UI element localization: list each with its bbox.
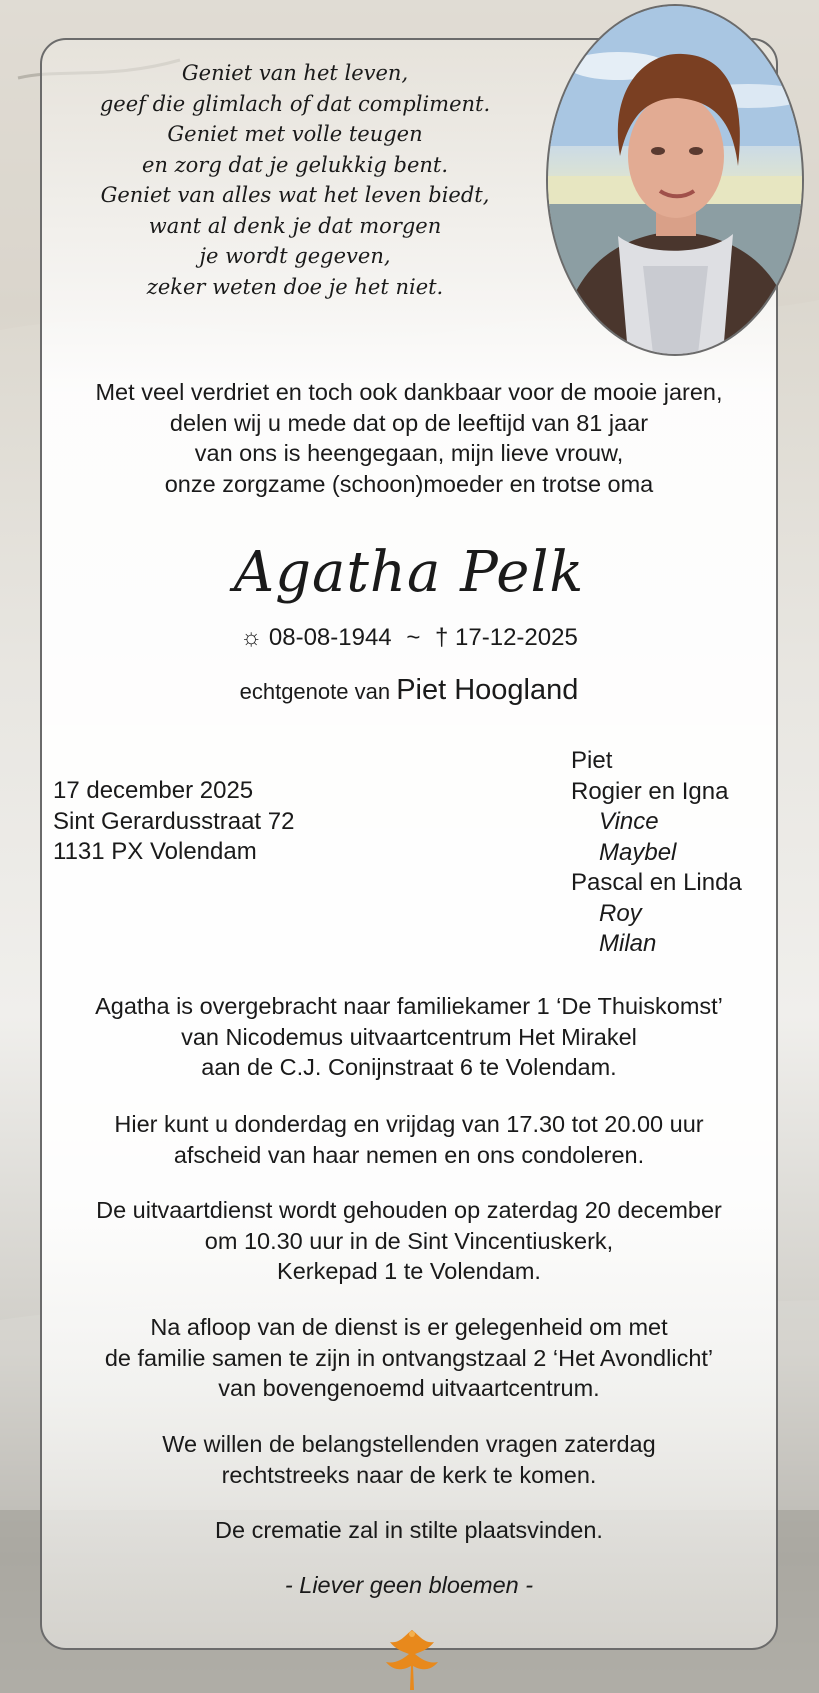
spouse-line [40, 672, 778, 710]
poem-line: geef die glimlach of dat compliment. [99, 91, 491, 116]
death-date: 17-12-2025 [455, 624, 578, 651]
family-list [571, 746, 742, 960]
poem-line: je wordt gegeven, [199, 244, 391, 268]
correspondence-address [53, 776, 294, 868]
spouse-prefix: echtgenote van [239, 679, 391, 704]
intro-line: van ons is heengegaan, mijn lieve vrouw, [194, 440, 624, 466]
birth-date: 08-08-1944 [268, 624, 392, 651]
paragraph-line: Kerkepad 1 te Volendam. [277, 1258, 541, 1284]
paragraph-cremation [40, 1515, 778, 1546]
family-member: Pascal en Linda [571, 869, 742, 896]
paragraph-line: rechtstreeks naar de kerk te komen. [221, 1461, 597, 1488]
paragraph-line: om 10.30 uur in de Sint Vincentiuskerk, [204, 1227, 614, 1254]
paragraph-line: De uitvaartdienst wordt gehouden op zaterdag 20 december [96, 1197, 722, 1223]
poem-line: Geniet van het leven, [181, 61, 409, 85]
intro-line: Met veel verdriet en toch ook dankbaar voor de mooie jaren, [95, 379, 723, 405]
sun-icon: ☼ [240, 624, 263, 651]
address-city: 1131 PX Volendam [53, 838, 257, 865]
poem-line: zeker weten doe je het niet. [146, 274, 444, 299]
paragraph-line: Agatha is overgebracht naar familiekamer 1 ‘De Thuiskomst’ [95, 993, 723, 1019]
poem-line: want al denk je dat morgen [148, 213, 442, 238]
family-grandchild: Milan [599, 930, 657, 957]
address-date: 17 december 2025 [53, 777, 254, 804]
paragraph-line: afscheid van haar nemen en ons condoleren. [173, 1141, 645, 1168]
paragraph-line: de familie samen te zijn in ontvangstzaal 2 ‘Het Avondlicht’ [104, 1344, 714, 1371]
paragraph-reception [40, 1312, 778, 1404]
paragraph-visiting-hours [40, 1109, 778, 1170]
cross-icon: † [435, 624, 449, 651]
spouse-name: Piet Hoogland [396, 674, 579, 706]
poem-line: Geniet van alles wat het leven biedt, [100, 183, 490, 207]
date-separator: ~ [406, 624, 421, 651]
address-street: Sint Gerardusstraat 72 [53, 807, 295, 835]
paragraph-line: Hier kunt u donderdag en vrijdag van 17.30 tot 20.00 uur [114, 1111, 704, 1137]
intro-text [40, 377, 778, 499]
phoenix-logo-icon [382, 1624, 442, 1693]
family-member: Rogier en Igna [571, 777, 729, 805]
family-member: Piet [571, 747, 613, 774]
family-grandchild: Maybel [599, 838, 677, 866]
paragraph-line: van bovengenoemd uitvaartcentrum. [218, 1375, 600, 1401]
intro-line: delen wij u mede dat op de leeftijd van 81 jaar [169, 409, 649, 436]
poem-line: Geniet met volle teugen [167, 122, 423, 146]
paragraph-line: van Nicodemus uitvaartcentrum Het Mirakel [181, 1023, 637, 1050]
deceased-name: Agatha Pelk [233, 540, 585, 605]
intro-line: onze zorgzame (schoon)moeder en trotse oma [164, 470, 654, 497]
life-dates [40, 622, 778, 654]
paragraph-line: Na afloop van de dienst is er gelegenheid om met [150, 1314, 668, 1340]
paragraph-church-request [40, 1429, 778, 1490]
paragraph-line: We willen de belangstellenden vragen zaterdag [162, 1431, 656, 1457]
paragraph-transfer [40, 991, 778, 1083]
poem-line: en zorg dat je gelukkig bent. [141, 152, 449, 177]
paragraph-line: aan de C.J. Conijnstraat 6 te Volendam. [201, 1054, 617, 1080]
family-grandchild: Roy [599, 899, 642, 927]
paragraph-line: De crematie zal in stilte plaatsvinden. [215, 1517, 603, 1543]
closing-note: - Liever geen bloemen - [284, 1572, 534, 1598]
paragraph-funeral-service [40, 1195, 778, 1287]
family-grandchild: Vince [599, 808, 659, 835]
poem [40, 58, 550, 302]
portrait-photo [546, 4, 804, 356]
